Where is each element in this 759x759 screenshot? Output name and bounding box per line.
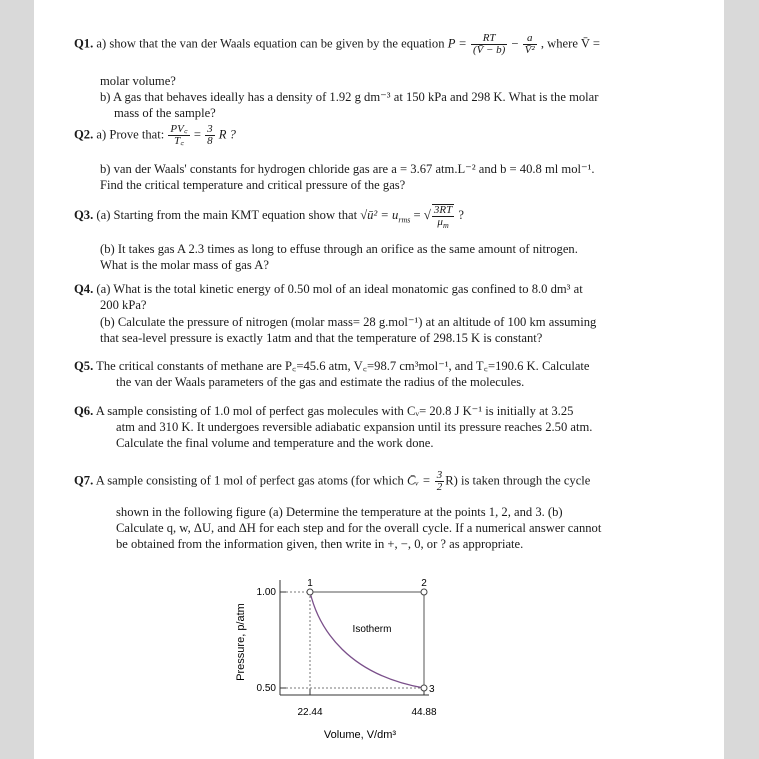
q2-b-line1: b) van der Waals' constants for hydrogen chloride gas are a = 3.67 atm.L⁻² and b = 40.8 ml mol⁻¹. xyxy=(100,162,595,176)
q3-label: Q3. xyxy=(74,207,94,222)
q3-den-sub: m xyxy=(442,221,449,231)
q7-line1 xyxy=(74,470,590,493)
q3-line-a xyxy=(74,204,464,231)
q2-eq: = xyxy=(193,127,201,142)
q1-b-line2: mass of the sample? xyxy=(114,106,216,120)
q2-tail: R ? xyxy=(218,127,236,142)
q4-a-line2: 200 kPa? xyxy=(100,298,147,312)
q7-fden: 2 xyxy=(436,481,443,493)
y-tick-label-1: 1.00 xyxy=(256,587,276,598)
q2-den: T꜀ xyxy=(174,135,185,147)
q1-eq-num1: RT xyxy=(471,33,507,45)
q3-eq: = xyxy=(413,207,421,222)
q2-fden: 8 xyxy=(207,135,213,147)
document-page xyxy=(34,0,724,759)
q7-line3: Calculate q, w, ΔU, and ΔH for each step and for the overall cycle. If a numerical answer cannot xyxy=(116,521,602,535)
q1-label: Q1. xyxy=(74,36,94,51)
point-label-3: 3 xyxy=(429,684,435,695)
q3-sub-rms: rms xyxy=(398,215,411,225)
q1-a-tail: molar volume? xyxy=(100,74,176,88)
q2-a-intro: a) Prove that: xyxy=(96,127,165,142)
y-tick-label-2: 0.50 xyxy=(256,683,276,694)
q1-eq-den1: (V̄ − b) xyxy=(472,44,506,56)
q2-num: PV꜀ xyxy=(170,123,188,135)
point-label-2: 2 xyxy=(421,578,427,589)
q5-label: Q5. xyxy=(74,359,94,373)
x-tick-label-1: 22.44 xyxy=(297,707,323,718)
q7-text1a: A sample consisting of 1 mol of perfect gas atoms (for which xyxy=(95,473,404,488)
q7-text1b: R) is taken through the cycle xyxy=(445,473,591,488)
q3-b-line1: (b) It takes gas A 2.3 times as long to effuse through an orifice as the same amount of nitrogen. xyxy=(100,242,578,256)
y-axis-label: Pressure, p/atm xyxy=(235,603,247,681)
q1-where: , where V̄ = xyxy=(540,36,600,51)
q4-line-a1 xyxy=(74,280,583,298)
q4-b-line1: (b) Calculate the pressure of nitrogen (molar mass= 28 g.mol⁻¹) at an altitude of 100 km assuming xyxy=(100,315,597,329)
q1-eq-den2: V̄² xyxy=(524,44,535,56)
q1-line-a xyxy=(74,33,600,56)
q6-text1: A sample consisting of 1.0 mol of perfect gas molecules with Cᵥ= 20.8 J K⁻¹ is initially at 3.25 xyxy=(95,404,574,418)
q3-sqrt-sign: √ xyxy=(423,206,431,222)
q7-fnum: 3 xyxy=(436,469,443,481)
q3-q: ? xyxy=(458,207,464,222)
isotherm-label: Isotherm xyxy=(352,624,392,635)
q1-eq-minus: − xyxy=(511,36,519,51)
point-3-marker xyxy=(421,685,427,691)
q4-label: Q4. xyxy=(74,282,94,296)
q3-num: 3RT xyxy=(433,204,453,216)
q3-expr: √ū² = u xyxy=(360,207,399,222)
q5-text1: The critical constants of methane are P꜀=45.6 atm, V꜀=98.7 cm³mol⁻¹, and T꜀=190.6 K. Calculate xyxy=(96,359,590,373)
q1-eq-num2: a xyxy=(523,33,537,45)
q7-line4: be obtained from the information given, then write in +, −, 0, or ? as appropriate. xyxy=(116,537,524,551)
q3-frac xyxy=(432,204,454,231)
q1-b-line1: b) A gas that behaves ideally has a density of 1.92 g dm⁻³ at 150 kPa and 298 K. What is the molar xyxy=(100,90,599,104)
point-1-marker xyxy=(307,589,313,595)
q2-b-line2: Find the critical temperature and critical pressure of the gas? xyxy=(100,178,406,192)
q2-line-a xyxy=(74,124,236,147)
q2-label: Q2. xyxy=(74,127,94,142)
q4-a-line1: (a) What is the total kinetic energy of 0.50 mol of an ideal monatomic gas confined to 8.0 dm³ at xyxy=(96,282,583,296)
q7-line2: shown in the following figure (a) Determine the temperature at the points 1, 2, and 3. (b) xyxy=(116,505,563,519)
q1-a-intro: a) show that the van der Waals equation can be given by the equation xyxy=(96,36,445,51)
pv-cycle-figure xyxy=(224,570,464,750)
q6-line2: atm and 310 K. It undergoes reversible adiabatic expansion until its pressure reaches 2.50 atm. xyxy=(116,420,593,434)
q4-b-line2: that sea-level pressure is exactly 1atm and that the temperature of 298.15 K is constant? xyxy=(100,331,543,345)
q7-frac xyxy=(435,470,445,493)
q2-frac-pv xyxy=(168,124,189,147)
q3-b-line2: What is the molar mass of gas A? xyxy=(100,258,269,272)
q5-line2: the van der Waals parameters of the gas and estimate the radius of the molecules. xyxy=(116,375,525,389)
q2-fnum: 3 xyxy=(207,123,213,135)
q6-label: Q6. xyxy=(74,404,94,418)
x-axis-label: Volume, V/dm³ xyxy=(323,729,397,741)
point-2-marker xyxy=(421,589,427,595)
q6-line3: Calculate the final volume and temperature and the work done. xyxy=(116,436,434,450)
q3-a-intro: (a) Starting from the main KMT equation show that xyxy=(96,207,358,222)
point-label-1: 1 xyxy=(307,578,313,589)
q7-label: Q7. xyxy=(74,473,94,488)
q2-frac-38 xyxy=(205,124,215,147)
q3-den: μ xyxy=(437,216,443,228)
q7-cv: C̄ᵥ = xyxy=(407,473,431,488)
q1-eq-frac2 xyxy=(523,33,537,56)
x-tick-label-2: 44.88 xyxy=(411,707,437,718)
q3-den-wrap xyxy=(432,216,454,231)
q1-eq-frac1 xyxy=(471,33,507,56)
q1-eq-lhs: P = xyxy=(447,36,467,51)
isotherm-curve xyxy=(310,592,424,688)
